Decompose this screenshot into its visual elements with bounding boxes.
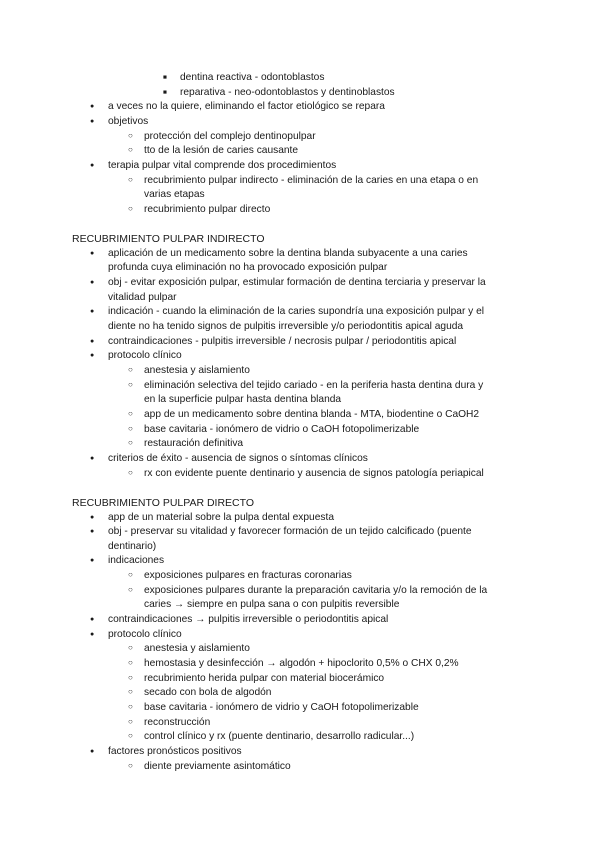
list-item: criterios de éxito - ausencia de signos o síntomas clínicos: [108, 452, 368, 464]
list-item: protección del complejo dentinopulpar: [144, 130, 316, 142]
bullet-disc-icon: [90, 628, 94, 644]
bullet-disc-icon: [90, 349, 94, 365]
bullet-circle-icon: [128, 364, 133, 379]
bullet-circle-icon: [128, 657, 133, 672]
bullet-disc-icon: [90, 247, 94, 263]
bullet-disc-icon: [90, 100, 94, 116]
bullet-disc-icon: [90, 613, 94, 629]
list-item: reparativa - neo-odontoblastos y dentinoblastos: [180, 86, 395, 98]
bullet-disc-icon: [90, 452, 94, 468]
bullet-circle-icon: [128, 144, 133, 159]
list-item: app de un material sobre la pulpa dental expuesta: [108, 511, 334, 523]
bullet-circle-icon: [128, 408, 133, 423]
list-item: indicación - cuando la eliminación de la caries supondría una exposición pulpar y el: [108, 306, 485, 318]
list-item: protocolo clínico: [108, 628, 182, 640]
list-item-continuation: en la superficie pulpar hasta dentina blanda: [144, 394, 342, 406]
list-item: exposiciones pulpares en fracturas coronarias: [144, 570, 352, 582]
list-item: aplicación de un medicamento sobre la dentina blanda subyacente a una caries: [108, 247, 468, 259]
list-item: anestesia y aislamiento: [144, 365, 250, 376]
list-item: eliminación selectiva del tejido cariado - en la periferia hasta dentina dura y: [144, 379, 484, 391]
list-item: base cavitaria - ionómero de vidrio y CaOH fotopolimerizable: [144, 701, 419, 713]
bullet-disc-icon: [90, 115, 94, 131]
list-item: recubrimiento herida pulpar con material biocerámico: [144, 672, 385, 684]
list-item: tto de la lesión de caries causante: [144, 145, 299, 157]
list-item: secado con bola de algodón: [144, 687, 272, 699]
bullet-circle-icon: [128, 569, 133, 584]
list-item: terapia pulpar vital comprende dos procedimientos: [108, 159, 337, 171]
list-item: recubrimiento pulpar directo: [144, 203, 271, 215]
list-item-continuation: vitalidad pulpar: [108, 291, 177, 303]
bullet-square-icon: [163, 86, 167, 102]
bullet-circle-icon: [128, 584, 133, 599]
list-item: objetivos: [108, 115, 149, 127]
bullet-circle-icon: [128, 716, 133, 731]
list-item: hemostasia y desinfección → algodón + hipoclorito 0,5% o CHX 0,2%: [144, 658, 459, 669]
bullet-disc-icon: [90, 745, 94, 761]
list-item: protocolo clínico: [108, 350, 182, 362]
bullet-disc-icon: [90, 159, 94, 175]
list-item: reconstrucción: [144, 716, 211, 728]
bullet-circle-icon: [128, 203, 133, 218]
bullet-disc-icon: [90, 276, 94, 292]
list-item-continuation: profunda cuya eliminación no ha provocado exposición pulpar: [108, 262, 388, 274]
bullet-disc-icon: [90, 525, 94, 541]
bullet-circle-icon: [128, 423, 133, 438]
list-item: obj - preservar su vitalidad y favorecer formación de un tejido calcificado (puente: [108, 526, 472, 538]
list-item: contraindicaciones - pulpitis irreversible / necrosis pulpar / periodontitis apical: [108, 335, 457, 347]
list-item: factores pronósticos positivos: [108, 745, 242, 757]
bullet-square-icon: [163, 71, 167, 87]
bullet-circle-icon: [128, 760, 133, 775]
bullet-circle-icon: [128, 642, 133, 657]
list-item: app de un medicamento sobre dentina blanda - MTA, biodentine o CaOH2: [144, 408, 480, 420]
bullet-circle-icon: [128, 686, 133, 701]
list-item: exposiciones pulpares durante la preparación cavitaria y/o la remoción de la: [144, 584, 488, 596]
list-item: a veces no la quiere, eliminando el factor etiológico se repara: [108, 101, 385, 113]
list-item: contraindicaciones → pulpitis irreversible o periodontitis apical: [108, 614, 389, 626]
bullet-disc-icon: [90, 305, 94, 321]
bullet-circle-icon: [128, 130, 133, 145]
list-item: control clínico y rx (puente dentinario, desarrollo radicular...): [144, 731, 415, 743]
bullet-disc-icon: [90, 511, 94, 527]
bullet-disc-icon: [90, 554, 94, 570]
list-item: obj - evitar exposición pulpar, estimular formación de dentina terciaria y preservar la: [108, 277, 486, 289]
list-item: rx con evidente puente dentinario y ausencia de signos patología periapical: [144, 467, 484, 479]
list-item-continuation: varias etapas: [144, 189, 205, 201]
bullet-circle-icon: [128, 672, 133, 687]
bullet-circle-icon: [128, 701, 133, 716]
list-item: base cavitaria - ionómero de vidrio o CaOH fotopolimerizable: [144, 423, 420, 435]
bullet-circle-icon: [128, 174, 133, 189]
list-item: dentina reactiva - odontoblastos: [180, 72, 325, 83]
list-item: indicaciones: [108, 555, 165, 567]
section-heading: RECUBRIMIENTO PULPAR DIRECTO: [72, 496, 255, 509]
bullet-circle-icon: [128, 379, 133, 394]
list-item: restauración definitiva: [144, 438, 244, 450]
list-item-continuation: diente no ha tenido signos de pulpitis irreversible y/o periodontitis apical aguda: [108, 321, 464, 333]
bullet-disc-icon: [90, 335, 94, 351]
list-item: diente previamente asintomático: [144, 760, 291, 772]
bullet-circle-icon: [128, 467, 133, 482]
bullet-circle-icon: [128, 730, 133, 745]
bullet-circle-icon: [128, 437, 133, 452]
list-item-continuation: caries → siempre en pulpa sana o con pulpitis reversible: [144, 599, 400, 611]
list-item: anestesia y aislamiento: [144, 643, 250, 655]
list-item: recubrimiento pulpar indirecto - eliminación de la caries en una etapa o en: [144, 174, 479, 186]
section-heading: RECUBRIMIENTO PULPAR INDIRECTO: [72, 233, 265, 246]
list-item-continuation: dentinario): [108, 540, 157, 552]
